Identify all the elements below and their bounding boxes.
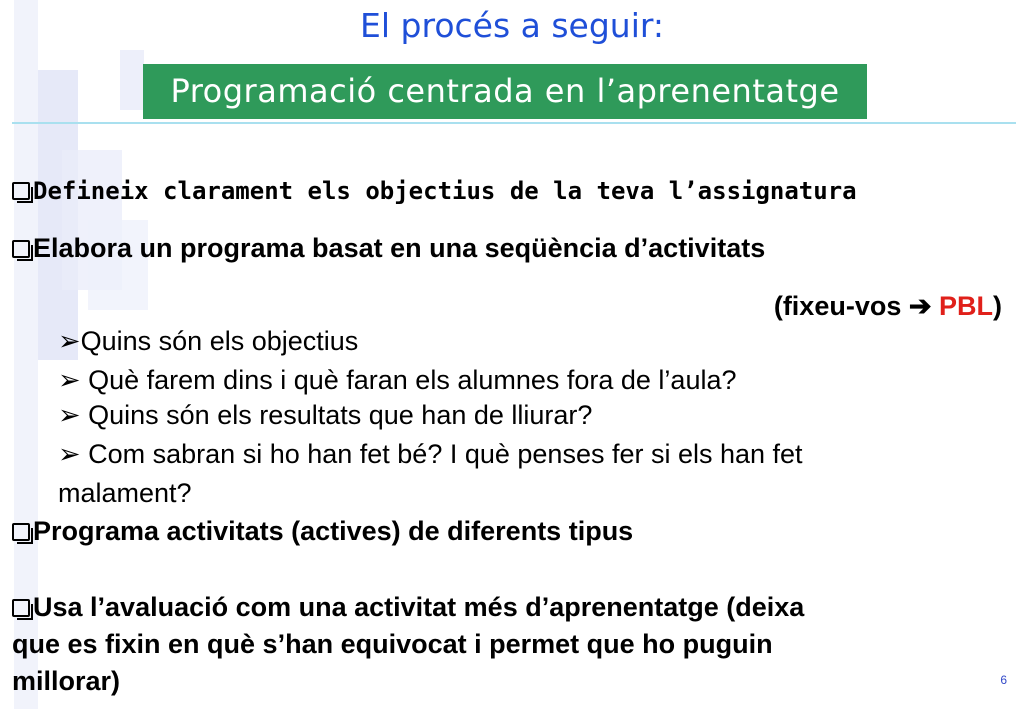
- bullet-item-1-text: Defineix clarament els objectius de la teva l’assignatura: [33, 177, 857, 205]
- right-arrow-icon: ➔: [908, 291, 932, 321]
- sub-item-2-text: Què farem dins i què faran els alumnes fora de l’aula?: [80, 365, 737, 395]
- pbl-note-suffix: ): [993, 291, 1002, 321]
- bullet-item-2: [12, 235, 765, 262]
- bullet-item-4-line3: millorar): [12, 666, 121, 696]
- subtitle-banner: Programació centrada en l’aprenentatge: [143, 64, 867, 119]
- sub-item-2: [58, 367, 737, 394]
- checkbox-bullet-icon: [12, 523, 30, 541]
- bullet-item-4: [12, 594, 804, 621]
- sub-item-1-text: Quins són els objectius: [80, 326, 359, 356]
- checkbox-bullet-icon: [12, 182, 30, 200]
- pbl-note: [774, 293, 1002, 320]
- sub-item-3-text: Quins són els resultats que han de lliurar?: [80, 400, 593, 430]
- pbl-highlight: PBL: [939, 291, 993, 321]
- checkbox-bullet-icon: [12, 240, 30, 258]
- sub-item-4-text-line1: Com sabran si ho han fet bé? I què penses fer si els han fet: [80, 439, 803, 469]
- arrowhead-bullet-icon: ➢: [58, 400, 81, 430]
- sub-item-3: [58, 402, 592, 429]
- sub-item-4-continuation: malament?: [58, 478, 192, 508]
- page-number: 6: [1000, 673, 1007, 687]
- bullet-item-1: [12, 179, 857, 203]
- arrowhead-bullet-icon: ➢: [58, 439, 81, 469]
- divider-line: [12, 122, 1016, 124]
- bullet-item-4-text-line1: Usa l’avaluació com una activitat més d’aprenentatge (deixa: [33, 592, 805, 622]
- sub-item-4: [58, 441, 803, 468]
- sub-item-1: [58, 328, 358, 355]
- checkbox-bullet-icon: [12, 599, 30, 617]
- arrowhead-bullet-icon: ➢: [58, 326, 81, 356]
- arrowhead-bullet-icon: ➢: [58, 365, 81, 395]
- bullet-item-2-text: Elabora un programa basat en una seqüència d’activitats: [33, 233, 766, 263]
- pbl-note-prefix: (fixeu-vos: [773, 291, 909, 321]
- slide-title: El procés a seguir:: [360, 6, 664, 45]
- bullet-item-4-line2: que es fixin en què s’han equivocat i permet que ho puguin: [12, 629, 773, 659]
- decor-strip-5: [120, 50, 144, 110]
- bullet-item-3-text: Programa activitats (actives) de diferents tipus: [33, 516, 634, 546]
- bullet-item-3: [12, 518, 633, 545]
